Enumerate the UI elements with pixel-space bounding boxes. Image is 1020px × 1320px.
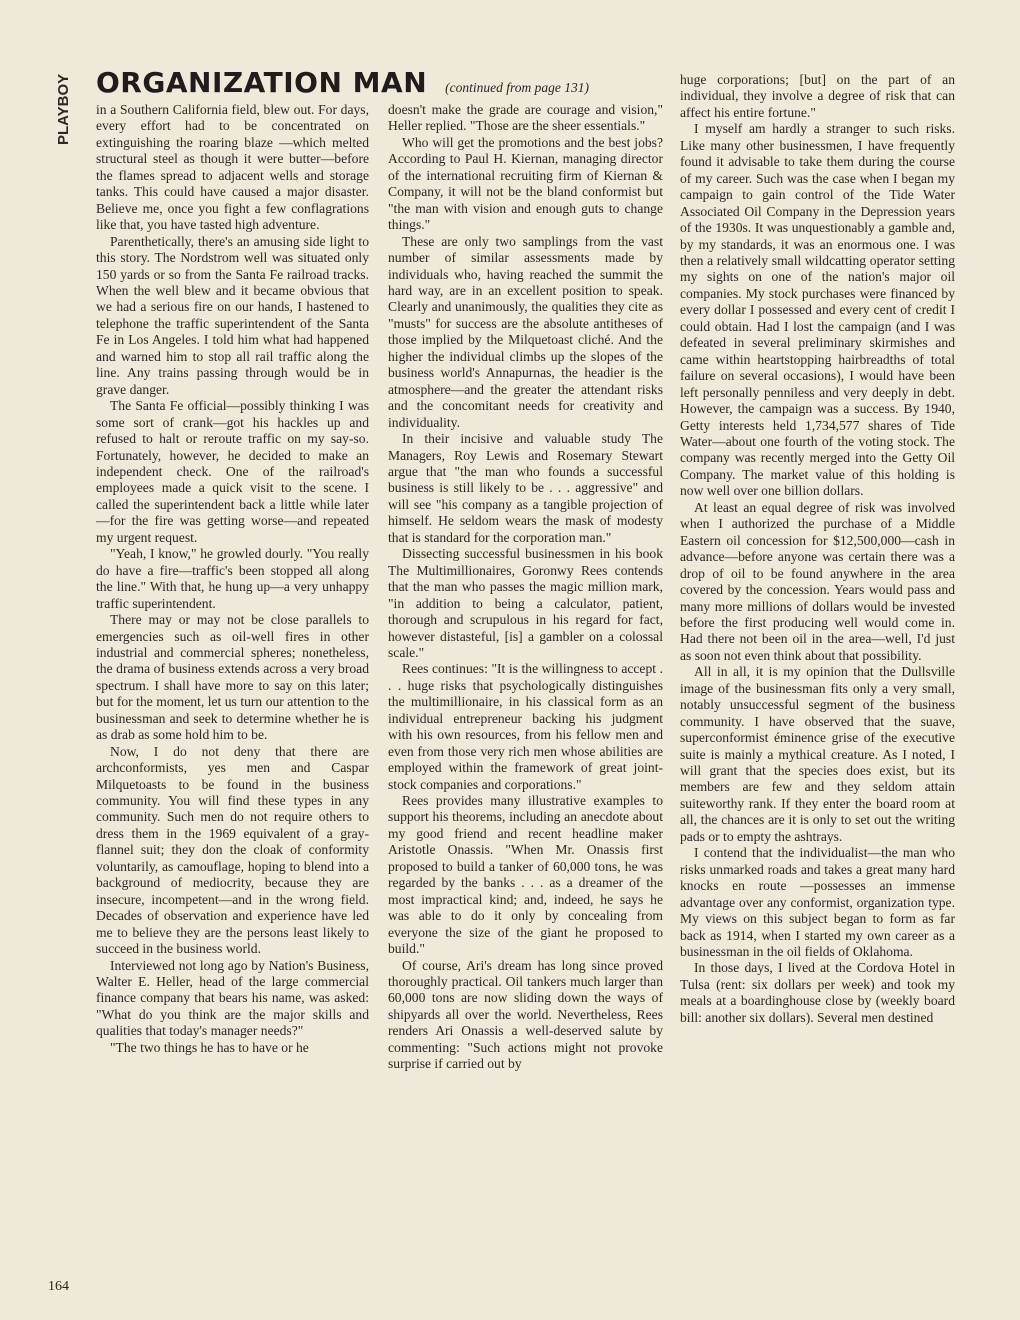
text-column-1 (96, 102, 369, 1294)
paragraph: I contend that the individualist—the man who risks unmarked roads and takes a great many hard knocks en route —possesses an immense advantage over any conformist, organization type. My views on this subject began to form as far back as 1914, when I started my own career as a businessman in the oil fields of Oklahoma. (680, 845, 955, 960)
paragraph: Rees continues: "It is the willingness to accept . . . huge risks that psychologically distinguishes the multimillionaire, in his classical form as an individual entrepreneur backing his judgment with his own resources, from his fellow men and even from those very rich men whose abilities are employed within the framework of great joint-stock companies and corporations." (388, 661, 663, 792)
paragraph: "Yeah, I know," he growled dourly. "You really do have a fire—traffic's been stopped all along the line." With that, he hung up—a very unhappy traffic superintendent. (96, 546, 369, 611)
paragraph: Rees provides many illustrative examples to support his theorems, including an anecdote about my good friend and recent headline maker Aristotle Onassis. "When Mr. Onassis first proposed to build a tanker of 60,000 tons, he was regarded by the banks . . . as a dreamer of the most impractical kind; and, indeed, he says he was able to do it only by concealing from everyone the size of the giant he proposed to build." (388, 793, 663, 957)
magazine-masthead: PLAYBOY (55, 74, 72, 146)
continued-note: (continued from page 131) (445, 80, 589, 95)
paragraph: Parenthetically, there's an amusing side light to this story. The Nordstrom well was situated only 150 yards or so from the Santa Fe railroad tracks. When the well blew and it became obvious that we had a serious fire on our hands, I hastened to telephone the traffic superintendent of the Santa Fe in Los Angeles. I told him what had happened and warned him to stop all rail traffic along the line. Any trains passing through would be in grave danger. (96, 233, 369, 397)
paragraph: All in all, it is my opinion that the Dullsville image of the businessman fits only a very small, notably unsuccessful segment of the business community. I have observed that the suave, superconformist éminence grise of the executive suite is mainly a mythical creature. As I noted, I will grant that the species does exist, but its members are few and they seldom attain suiteworthy rank. If they enter the board room at all, the chances are it is only to set out the writing pads or to empty the ashtrays. (680, 664, 955, 844)
paragraph: I myself am hardly a stranger to such risks. Like many other businessmen, I have frequently found it advisable to take them during the course of my career. Such was the case when I began my campaign to gain control of the Tide Water Associated Oil Company in the Depression years of the 1930s. It was unquestionably a gamble and, by my standards, it was an enormous one. I was then a relatively small wildcatting operator setting my sights on one of the nation's major oil companies. My stock purchases were financed by every dollar I possessed and every cent of credit I could obtain. Had I lost the campaign (and I was defeated in several preliminary skirmishes and came within heartstopping hairbreadths of total failure on several occasions), I would have been left personally penniless and very deeply in debt. However, the campaign was a success. By 1940, Getty interests held 1,734,577 shares of Tide Water—about one fourth of the voting stock. The company was recently merged into the Getty Oil Company. The market value of this holding is now well over one billion dollars. (680, 121, 955, 499)
paragraph: Now, I do not deny that there are archconformists, yes men and Caspar Milquetoasts to be found in the business community. You will find these types in any community. Such men do not require others to dress them in the 1969 equivalent of a gray-flannel suit; they don the cloak of conformity voluntarily, as camouflage, hoping to blend into a background of mediocrity, because they are insecure, incompetent—and in the wrong field. Decades of observation and experience have led me to believe they are the persons least likely to succeed in the business world. (96, 743, 369, 957)
paragraph: huge corporations; [but] on the part of an individual, they involve a degree of risk that can affect his entire fortune." (680, 72, 955, 120)
paragraph: "The two things he has to have or he (110, 1039, 309, 1055)
text-column-3 (680, 72, 955, 1294)
paragraph: In those days, I lived at the Cordova Hotel in Tulsa (rent: six dollars per week) and took my meals at a boardinghouse close by (weekly board bill: another six dollars). Several men destined (680, 960, 955, 1025)
paragraph: Who will get the promotions and the best jobs? According to Paul H. Kiernan, managing director of the international recruiting firm of Kiernan & Company, it will not be the bland conformist but "the man with vision and enough guts to change things." (388, 134, 663, 233)
paragraph: Interviewed not long ago by Nation's Business, Walter E. Heller, head of the large commercial finance company that bears his name, was asked: "What do you think are the major skills and qualities that today's manager needs?" (96, 957, 369, 1039)
paragraph: Of course, Ari's dream has long since proved thoroughly practical. Oil tankers much larger than 60,000 tons are now sliding down the ways of shipyards all over the world. Nevertheless, Rees renders Ari Onassis a well-deserved salute by commenting: "Such actions might not provoke surprise if carried out by (388, 957, 663, 1072)
paragraph: Dissecting successful businessmen in his book The Multimillionaires, Goronwy Rees contends that the man who passes the magic million mark, "in addition to being a calculator, patient, thorough and scrupulous in his regard for fact, however distasteful, [is] a gambler on a colossal scale." (388, 546, 663, 660)
paragraph: The Santa Fe official—possibly thinking I was some sort of crank—got his hackles up and refused to halt or reroute traffic on my say-so. Fortunately, however, he decided to make an independent check. One of the railroad's employees made a quick visit to the scene. I called the superintendent back a little while later—for the fire was getting worse—and repeated my urgent request. (96, 398, 369, 545)
paragraph: These are only two samplings from the vast number of similar assessments made by individuals who, having reached the summit the hard way, are in an excellent position to speak. Clearly and unanimously, the qualities they cite as "musts" for success are the absolute antitheses of those implied by the Milquetoast cliché. And the higher the individual climbs up the slopes of the business world's Annapurnas, the headier is the atmosphere—and the greater the attendant risks and the concomitant needs for creativity and individuality. (388, 233, 663, 430)
paragraph: doesn't make the grade are courage and vision," Heller replied. "Those are the sheer essentials." (388, 102, 663, 134)
text-column-2 (388, 102, 663, 1294)
paragraph: In their incisive and valuable study The Managers, Roy Lewis and Rosemary Stewart argue that "the man who founds a successful business is still likely to be . . . aggressive" and will see "his company as a tangible projection of himself. He seldom wears the mask of modesty that is standard for the corporation man." (388, 431, 663, 545)
page-number: 164 (48, 1279, 69, 1294)
paragraph: There may or may not be close parallels to emergencies such as oil-well fires in other industrial and commercial spheres; nonetheless, the drama of business extends across a very broad spectrum. I shall have more to say on this later; but for the moment, let us turn our attention to the businessman and seek to determine whether he is as drab as some hold him to be. (96, 612, 369, 743)
paragraph: in a Southern California field, blew out. For days, every effort had to be concentrated on extinguishing the roaring blaze —which melted structural steel as though it were butter—before the flames spread to adjacent wells and storage tanks. This could have caused a major disaster. Believe me, once you fight a few conflagrations like that, you have tasted high adventure. (96, 102, 369, 233)
article-title: ORGANIZATION MAN (96, 66, 428, 99)
paragraph: At least an equal degree of risk was involved when I authorized the purchase of a Middle Eastern oil concession for $12,500,000—cash in advance—before anyone was certain there was a drop of oil to be found anywhere in the area covered by the concession. Years would pass and many more millions of dollars would be invested before the first producing well would come in. Had there not been oil in the area—well, I'd just as soon not even think about that possibility. (680, 499, 955, 663)
article-header (96, 66, 671, 100)
